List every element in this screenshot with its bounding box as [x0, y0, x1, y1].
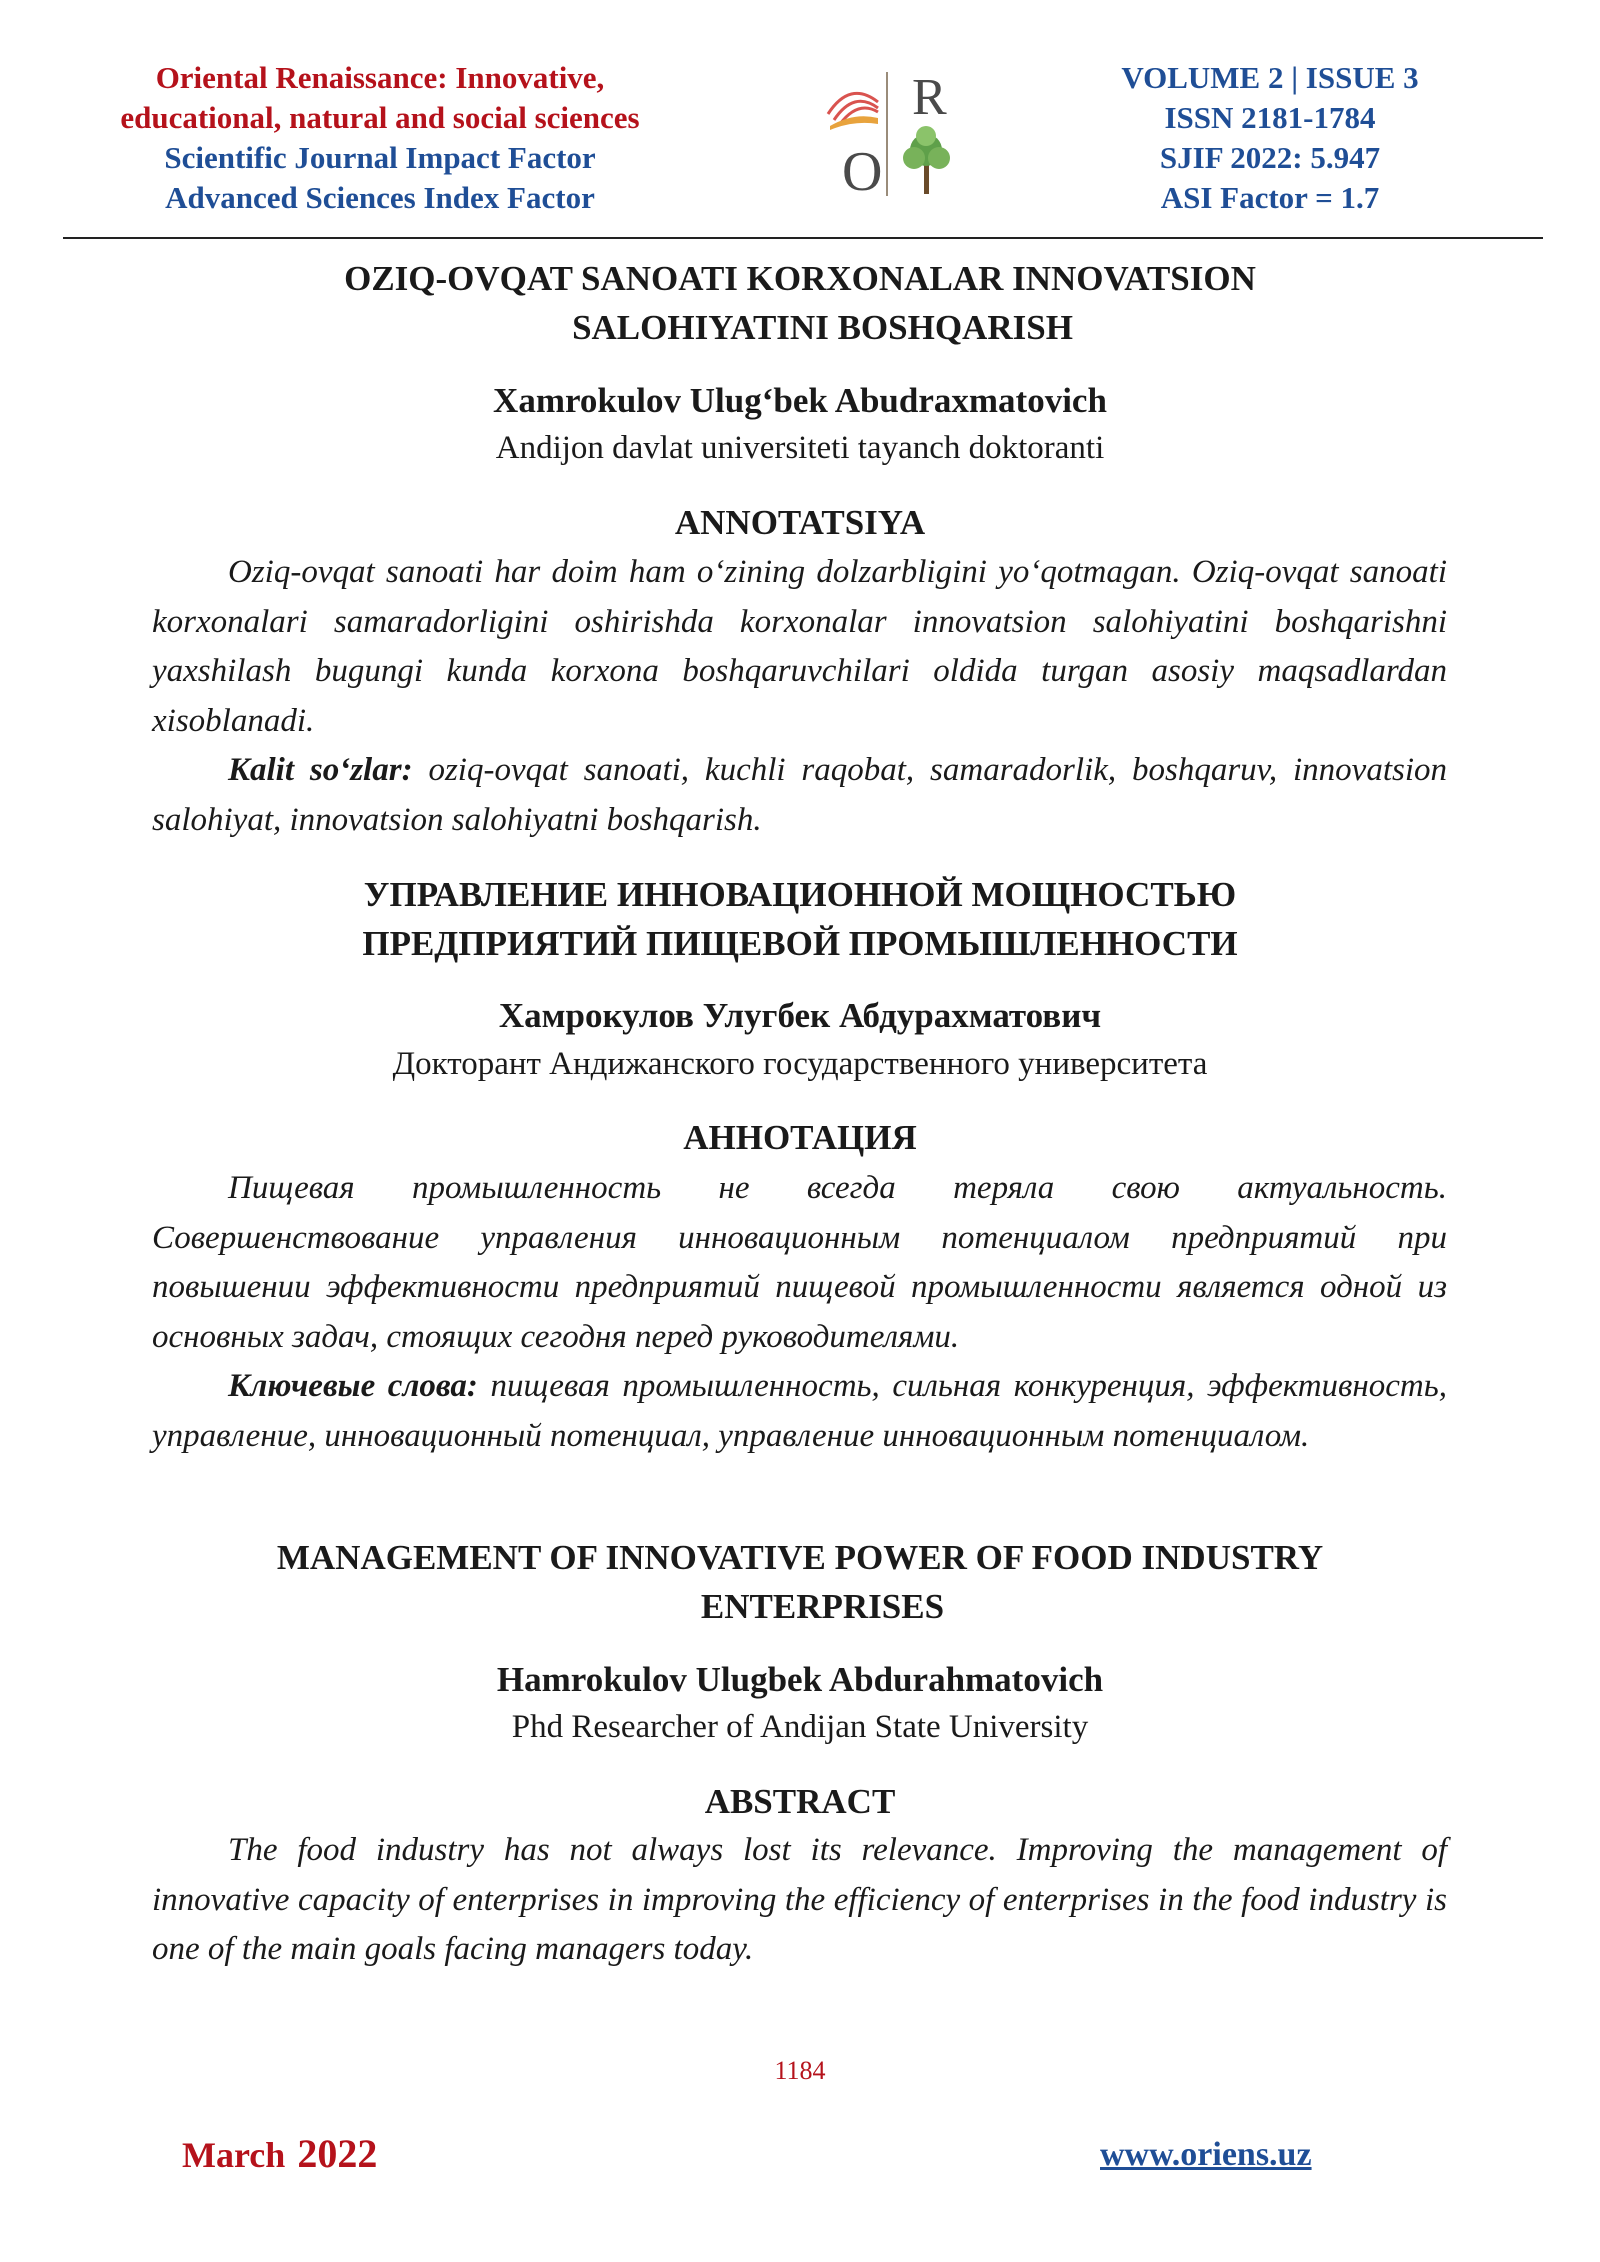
ru-title-line2: ПРЕДПРИЯТИЙ ПИЩЕВОЙ ПРОМЫШЛЕННОСТИ: [362, 924, 1238, 963]
en-title-line1: MANAGEMENT OF INNOVATIVE POWER OF FOOD INDUSTRY: [276, 1538, 1324, 1577]
footer-date: [182, 2130, 377, 2177]
en-abstract-heading: ABSTRACT: [704, 1782, 896, 1821]
issn: ISSN 2181-1784: [1164, 100, 1376, 135]
uz-title-line2: SALOHIYATINI BOSHQARISH: [572, 308, 1073, 347]
en-title-line2: ENTERPRISES: [700, 1587, 945, 1626]
uz-abstract: Oziq-ovqat sanoati har doim ham o‘zining dolzarbligini yo‘qotmagan. Oziq-ovqat sanoati korxonalari samaradorligini oshirishda korxonalar innovatsion salohiyatini boshqarishni yaxshilash bugungi kunda korxona boshqaruvchilari oldida turgan asosiy maqsadlardan xisoblanadi.: [152, 554, 1447, 739]
svg-text:O: O: [842, 141, 883, 202]
en-abstract: The food industry has not always lost its relevance. Improving the management of innovative capacity of enterprises in improving the efficiency of enterprises in the food industry is one of the main goals facing managers today.: [152, 1832, 1447, 1967]
asi-factor: ASI Factor = 1.7: [1160, 180, 1380, 215]
header-divider: [63, 237, 1543, 239]
en-author: Hamrokulov Ulugbek Abdurahmatovich: [496, 1660, 1104, 1699]
uz-keywords-text: oziq-ovqat sanoati, kuchli raqobat, samaradorlik, boshqaruv, innovatsion salohiyat, innovatsion salohiyatni boshqarish.: [152, 752, 1447, 838]
website-link[interactable]: www.oriens.uz: [1100, 2136, 1312, 2173]
journal-name-line2: educational, natural and social sciences: [120, 100, 640, 135]
index-factor-line: Advanced Sciences Index Factor: [165, 180, 595, 215]
page-number: 1184: [774, 2056, 826, 2085]
journal-logo-icon: [820, 62, 980, 202]
footer-month: March: [182, 2135, 286, 2175]
sjif: SJIF 2022: 5.947: [1159, 140, 1381, 175]
en-title: [0, 1533, 1600, 1631]
uz-keywords-label: Kalit so‘zlar:: [228, 752, 413, 788]
ru-keywords-text: пищевая промышленность, сильная конкуренция, эффективность, управление, инновационный потенциал, управление инновационным потенциалом.: [152, 1368, 1447, 1454]
footer-year: 2022: [297, 2131, 378, 2176]
ru-title-line1: УПРАВЛЕНИЕ ИННОВАЦИОННОЙ МОЩНОСТЬЮ: [363, 875, 1237, 914]
uz-title: [0, 254, 1600, 352]
journal-title-block: [120, 58, 640, 218]
journal-name-line1: Oriental Renaissance: Innovative,: [155, 60, 605, 95]
ru-abstract: Пищевая промышленность не всегда теряла свою актуальность. Совершенствование управления инновационным потенциалом предприятий при повышении эффективности предприятий пищевой промышленности является одной из основных задач, стоящих сегодня перед руководителями.: [152, 1170, 1447, 1355]
ru-keywords-label: Ключевые слова:: [228, 1368, 478, 1404]
volume-issue: VOLUME 2 | ISSUE 3: [1121, 60, 1419, 95]
ru-title: [0, 870, 1600, 968]
en-affiliation: Phd Researcher of Andijan State University: [511, 1709, 1089, 1745]
ru-abstract-heading: АННОТАЦИЯ: [683, 1118, 917, 1157]
uz-keywords: [152, 746, 1447, 845]
uz-affiliation: Andijon davlat universiteti tayanch doktoranti: [495, 430, 1105, 466]
uz-title-line1: OZIQ-OVQAT SANOATI KORXONALAR INNOVATSION: [344, 259, 1256, 298]
svg-text:R: R: [912, 69, 947, 126]
ru-affiliation: Докторант Андижанского государственного университета: [392, 1046, 1208, 1082]
ru-keywords: [152, 1362, 1447, 1461]
issue-info-block: [1060, 58, 1480, 218]
ru-author: Хамрокулов Улугбек Абдурахматович: [498, 996, 1102, 1035]
uz-author: Xamrokulov Ulug‘bek Abudraxmatovich: [493, 381, 1107, 420]
uz-abstract-heading: ANNOTATSIYA: [674, 503, 926, 542]
impact-factor-line: Scientific Journal Impact Factor: [164, 140, 596, 175]
